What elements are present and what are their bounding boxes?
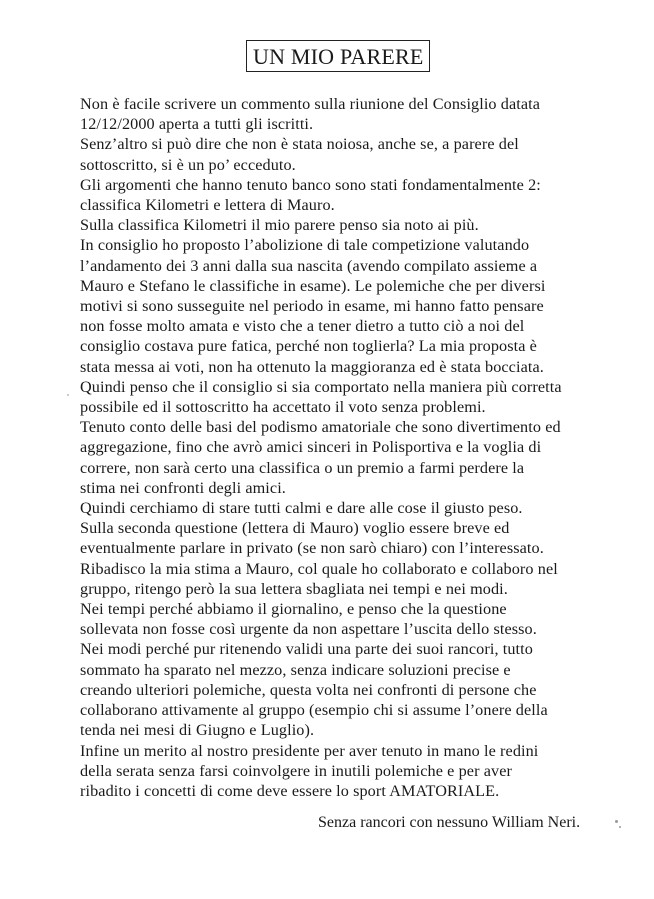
text-line: Gli argomenti che hanno tenuto banco sono stati fondamentalmente 2: (80, 175, 541, 194)
text-line: Infine un merito al nostro presidente per aver tenuto in mano le redini (80, 741, 539, 760)
text-line: Tenuto conto delle basi del podismo amatoriale che sono divertimento ed (80, 418, 561, 437)
text-line: motivi si sono susseguite nel periodo in esame, mi hanno fatto pensare (80, 297, 544, 316)
text-line: In consiglio ho proposto l’abolizione di tale competizione valutando (80, 236, 530, 255)
text-line: Mauro e Stefano le classifiche in esame). Le polemiche che per diversi (80, 276, 546, 295)
text-line: correre, non sarà certo una classifica o un premio a farmi perdere la (80, 458, 525, 477)
text-line: sollevata non fosse così urgente da non aspettare l’uscita dello stesso. (80, 620, 537, 639)
text-line: l’andamento dei 3 anni dalla sua nascita (avendo compilato assieme a (80, 256, 538, 275)
text-line: Nei tempi perché abbiamo il giornalino, e penso che la questione (80, 600, 507, 619)
text-line: creando ulteriori polemiche, questa volta nei confronti di persone che (80, 680, 537, 699)
text-line: Quindi cerchiamo di stare tutti calmi e dare alle cose il giusto peso. (80, 499, 523, 518)
signature: Senza rancori con nessuno William Neri. (318, 814, 581, 831)
text-line: eventualmente parlare in privato (se non sarò chiaro) con l’interessato. (80, 539, 544, 558)
text-line: Quindi penso che il consiglio si sia comportato nella maniera più corretta (80, 377, 562, 396)
text-line: Senz’altro si può dire che non è stata noiosa, anche se, a parere del (80, 135, 519, 154)
document-title: UN MIO PARERE (246, 40, 430, 72)
text-line: 12/12/2000 aperta a tutti gli iscritti. (80, 115, 314, 134)
scan-speck (615, 820, 618, 823)
text-line: stata messa ai voti, non ha ottenuto la maggioranza ed è stata bocciata. (80, 357, 544, 376)
text-line: possibile ed il sottoscritto ha accettato il voto senza problemi. (80, 398, 486, 417)
text-line: non fosse molto amata e visto che a tener dietro a tutto ciò a noi del (80, 317, 525, 336)
text-line: aggregazione, fino che avrò amici sinceri in Polisportiva e la voglia di (80, 438, 542, 457)
document-body (80, 94, 640, 801)
text-line: Nei modi perché pur ritenendo validi una parte dei suoi rancori, tutto (80, 640, 533, 659)
text-line: consiglio costava pure fatica, perché non toglierla? La mia proposta è (80, 337, 537, 356)
text-line: della serata senza farsi coinvolgere in inutili polemiche e per aver (80, 761, 512, 780)
text-line: stima nei confronti degli amici. (80, 478, 286, 497)
text-line: gruppo, ritengo però la sua lettera sbagliata nei tempi e nei modi. (80, 579, 508, 598)
scan-speck (67, 394, 69, 396)
text-line: sottoscritto, si è un po’ ecceduto. (80, 155, 296, 174)
text-line: tenda nei mesi di Giugno e Luglio). (80, 721, 315, 740)
text-line: Non è facile scrivere un commento sulla riunione del Consiglio datata (80, 95, 541, 113)
text-line: collaborano attivamente al gruppo (esempio chi si assume l’onere della (80, 701, 548, 720)
text-line: Ribadisco la mia stima a Mauro, col quale ho collaborato e collaboro nel (80, 559, 558, 578)
text-line: classifica Kilometri e lettera di Mauro. (80, 196, 335, 215)
text-line: ribadito i concetti di come deve essere lo sport AMATORIALE. (80, 781, 500, 800)
text-line: Sulla classifica Kilometri il mio parere penso sia noto ai più. (80, 216, 479, 235)
scan-speck (619, 826, 621, 828)
text-line: sommato ha sparato nel mezzo, senza indicare soluzioni precise e (80, 660, 511, 679)
text-line: Sulla seconda questione (lettera di Mauro) voglio essere breve ed (80, 519, 510, 538)
